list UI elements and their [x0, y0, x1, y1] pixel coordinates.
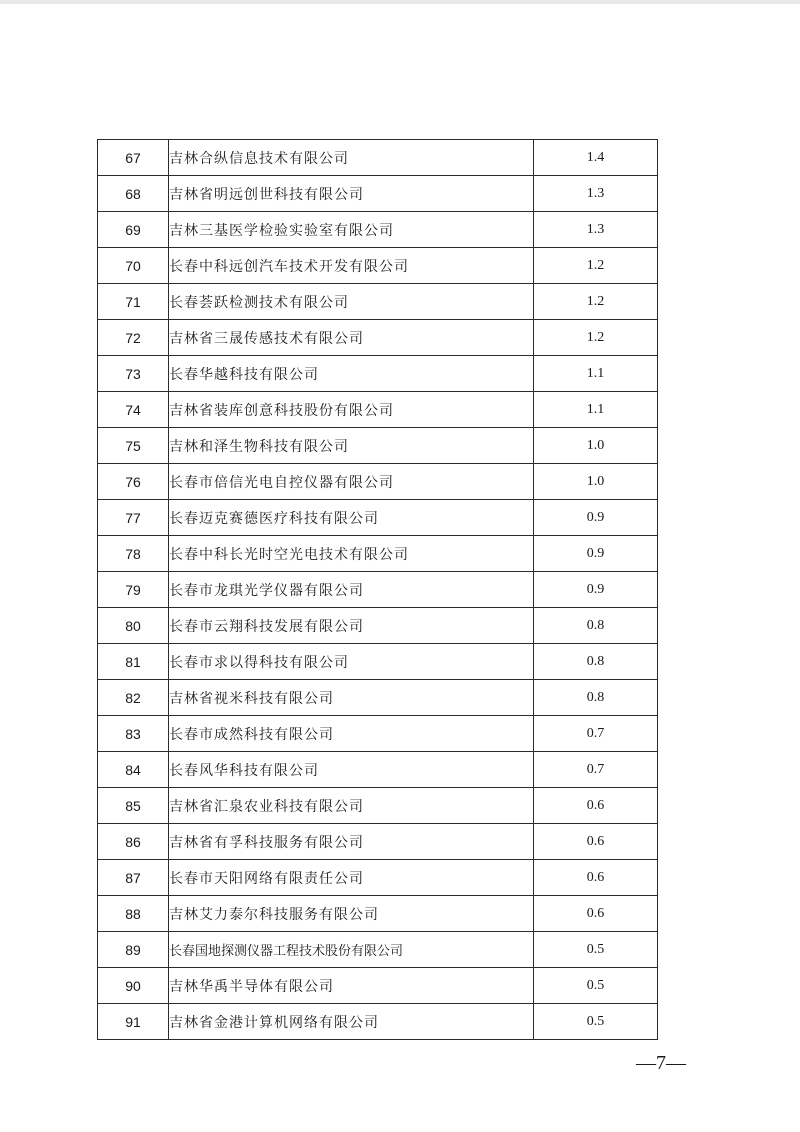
table-row: [98, 860, 658, 896]
row-value: 1.0: [534, 428, 658, 464]
company-name: 吉林省汇泉农业科技有限公司: [169, 788, 534, 824]
row-value: 0.8: [534, 680, 658, 716]
table-row: [98, 536, 658, 572]
row-number: 85: [98, 788, 169, 824]
row-number: 76: [98, 464, 169, 500]
row-number: 75: [98, 428, 169, 464]
table-row: [98, 824, 658, 860]
table-row: [98, 212, 658, 248]
table-row: [98, 716, 658, 752]
row-number: 89: [98, 932, 169, 968]
table-row: [98, 608, 658, 644]
table-row: [98, 140, 658, 176]
company-name: 长春中科长光时空光电技术有限公司: [169, 536, 534, 572]
row-value: 0.9: [534, 500, 658, 536]
company-name: 长春华越科技有限公司: [169, 356, 534, 392]
row-number: 71: [98, 284, 169, 320]
company-name: 长春国地探测仪器工程技术股份有限公司: [169, 932, 534, 968]
company-name: 长春风华科技有限公司: [169, 752, 534, 788]
row-value: 1.3: [534, 212, 658, 248]
row-value: 0.9: [534, 536, 658, 572]
table-row: [98, 752, 658, 788]
row-number: 77: [98, 500, 169, 536]
company-name: 长春中科远创汽车技术开发有限公司: [169, 248, 534, 284]
company-name: 吉林省金港计算机网络有限公司: [169, 1004, 534, 1040]
row-number: 78: [98, 536, 169, 572]
table-row: [98, 284, 658, 320]
row-value: 0.7: [534, 752, 658, 788]
row-value: 0.9: [534, 572, 658, 608]
company-name: 长春市求以得科技有限公司: [169, 644, 534, 680]
row-number: 72: [98, 320, 169, 356]
row-number: 91: [98, 1004, 169, 1040]
company-name: 长春市天阳网络有限责任公司: [169, 860, 534, 896]
row-value: 0.6: [534, 860, 658, 896]
table-row: [98, 500, 658, 536]
row-number: 74: [98, 392, 169, 428]
row-value: 0.8: [534, 608, 658, 644]
company-name: 吉林三基医学检验实验室有限公司: [169, 212, 534, 248]
table-row: [98, 896, 658, 932]
top-rule: [0, 0, 800, 4]
table-row: [98, 176, 658, 212]
row-value: 1.2: [534, 248, 658, 284]
table-row: [98, 1004, 658, 1040]
company-name: 吉林和泽生物科技有限公司: [169, 428, 534, 464]
row-value: 0.6: [534, 824, 658, 860]
company-name: 长春市云翔科技发展有限公司: [169, 608, 534, 644]
row-number: 83: [98, 716, 169, 752]
company-name: 吉林省三晟传感技术有限公司: [169, 320, 534, 356]
company-name: 长春市成然科技有限公司: [169, 716, 534, 752]
row-number: 87: [98, 860, 169, 896]
table-row: [98, 320, 658, 356]
row-value: 1.3: [534, 176, 658, 212]
row-value: 0.7: [534, 716, 658, 752]
row-number: 81: [98, 644, 169, 680]
company-name: 吉林合纵信息技术有限公司: [169, 140, 534, 176]
company-table: [97, 139, 658, 1040]
company-name: 吉林省装库创意科技股份有限公司: [169, 392, 534, 428]
row-value: 1.1: [534, 356, 658, 392]
table-row: [98, 644, 658, 680]
row-value: 0.5: [534, 968, 658, 1004]
table-row: [98, 968, 658, 1004]
company-name: 吉林省有孚科技服务有限公司: [169, 824, 534, 860]
row-value: 1.4: [534, 140, 658, 176]
row-number: 67: [98, 140, 169, 176]
company-name: 吉林省明远创世科技有限公司: [169, 176, 534, 212]
table-row: [98, 428, 658, 464]
row-number: 84: [98, 752, 169, 788]
row-number: 80: [98, 608, 169, 644]
table-row: [98, 680, 658, 716]
table-row: [98, 248, 658, 284]
row-number: 79: [98, 572, 169, 608]
table-row: [98, 788, 658, 824]
row-number: 88: [98, 896, 169, 932]
page-number: —7—: [636, 1052, 686, 1074]
row-value: 0.8: [534, 644, 658, 680]
row-value: 0.6: [534, 896, 658, 932]
row-value: 1.2: [534, 320, 658, 356]
row-number: 90: [98, 968, 169, 1004]
table-row: [98, 932, 658, 968]
company-name: 长春市龙琪光学仪器有限公司: [169, 572, 534, 608]
table-row: [98, 464, 658, 500]
row-number: 73: [98, 356, 169, 392]
table-row: [98, 356, 658, 392]
row-value: 0.5: [534, 932, 658, 968]
row-value: 1.0: [534, 464, 658, 500]
row-value: 0.5: [534, 1004, 658, 1040]
row-number: 68: [98, 176, 169, 212]
company-name: 吉林华禹半导体有限公司: [169, 968, 534, 1004]
row-value: 1.2: [534, 284, 658, 320]
row-number: 86: [98, 824, 169, 860]
company-name: 吉林省视米科技有限公司: [169, 680, 534, 716]
row-value: 1.1: [534, 392, 658, 428]
table-row: [98, 392, 658, 428]
row-number: 69: [98, 212, 169, 248]
table-row: [98, 572, 658, 608]
company-name: 长春迈克赛德医疗科技有限公司: [169, 500, 534, 536]
row-value: 0.6: [534, 788, 658, 824]
company-name: 长春荟跃检测技术有限公司: [169, 284, 534, 320]
company-name: 吉林艾力泰尔科技服务有限公司: [169, 896, 534, 932]
company-name: 长春市倍信光电自控仪器有限公司: [169, 464, 534, 500]
row-number: 70: [98, 248, 169, 284]
row-number: 82: [98, 680, 169, 716]
